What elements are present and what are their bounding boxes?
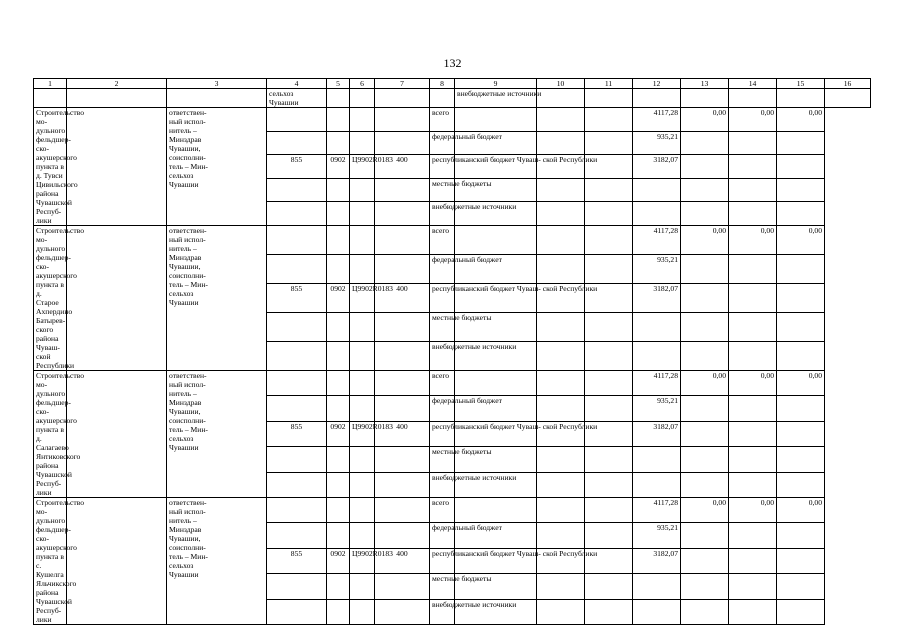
table-cell — [350, 89, 375, 108]
column-header: 3 — [167, 79, 267, 89]
amount-cell — [681, 548, 729, 573]
rzpr-code-cell: 0902 — [327, 548, 350, 573]
amount-cell — [777, 178, 825, 202]
table-row — [34, 498, 871, 523]
vr-code-cell: 400 — [375, 548, 430, 573]
continuation-row — [34, 89, 871, 108]
amount-cell: 4117,28 — [633, 371, 681, 396]
amount-cell — [729, 178, 777, 202]
amount-cell: 0,00 — [681, 498, 729, 523]
vr-code-cell — [375, 342, 430, 371]
rzpr-code-cell — [327, 131, 350, 155]
column-header: 1 — [34, 79, 67, 89]
grbs-code-cell — [267, 131, 327, 155]
header-row — [34, 79, 871, 89]
amount-cell: 0,00 — [777, 498, 825, 523]
table-cell — [585, 472, 633, 497]
table-cell — [537, 447, 585, 472]
grbs-code-cell — [267, 447, 327, 472]
rzpr-code-cell: 0902 — [327, 155, 350, 179]
grbs-code-cell — [267, 313, 327, 342]
rzpr-code-cell — [327, 202, 350, 226]
csr-code-cell — [350, 396, 375, 421]
table-cell — [585, 498, 633, 523]
responsible-cell: ответствен- ный испол- нитель – Минздрав Чувашии, соисполни- тель – Мин- сельхоз Чувашии — [167, 108, 267, 226]
table-cell — [537, 313, 585, 342]
amount-cell: 935,21 — [633, 255, 681, 284]
rzpr-code-cell: 0902 — [327, 284, 350, 313]
rzpr-code-cell — [327, 371, 350, 396]
amount-cell — [633, 574, 681, 599]
source-cell: республиканский бюджет Чуваш- ской Республики — [430, 421, 455, 446]
vr-code-cell — [375, 131, 430, 155]
amount-cell — [681, 342, 729, 371]
table-row — [34, 108, 871, 132]
source-cell: местные бюджеты — [430, 574, 455, 599]
rzpr-code-cell — [327, 574, 350, 599]
grbs-code-cell — [267, 255, 327, 284]
rzpr-code-cell — [327, 523, 350, 548]
amount-cell — [777, 472, 825, 497]
csr-code-cell: Ц9902R0183 — [350, 421, 375, 446]
table-cell — [375, 89, 430, 108]
rzpr-code-cell — [327, 226, 350, 255]
source-cell: федеральный бюджет — [430, 396, 455, 421]
csr-code-cell: Ц9902R0183 — [350, 548, 375, 573]
table-cell — [537, 202, 585, 226]
column-header: 16 — [825, 79, 871, 89]
measure-name-cell: Строительство мо- дульного фельдшер- ско-акушерского пункта в д. Тувси Цивильского района Чувашской Респуб- лики — [34, 108, 67, 226]
amount-cell — [729, 202, 777, 226]
budget-table — [33, 78, 871, 625]
table-cell — [537, 523, 585, 548]
source-cell: всего — [430, 371, 455, 396]
amount-cell — [729, 131, 777, 155]
amount-cell — [681, 421, 729, 446]
table-cell — [585, 131, 633, 155]
grbs-code-cell — [267, 498, 327, 523]
table-cell — [455, 108, 537, 132]
csr-code-cell — [350, 108, 375, 132]
column-header: 2 — [67, 79, 167, 89]
table-cell — [585, 371, 633, 396]
source-cell: внебюджетные источники — [430, 202, 455, 226]
responsible-cell: ответствен- ный испол- нитель – Минздрав Чувашии, соисполни- тель – Мин- сельхоз Чувашии — [167, 498, 267, 625]
column-header: 4 — [267, 79, 327, 89]
amount-cell: 935,21 — [633, 396, 681, 421]
amount-cell — [777, 155, 825, 179]
table-cell — [585, 226, 633, 255]
csr-code-cell — [350, 574, 375, 599]
source-cell: всего — [430, 108, 455, 132]
amount-cell: 0,00 — [729, 108, 777, 132]
source-cell: местные бюджеты — [430, 313, 455, 342]
table-cell — [537, 108, 585, 132]
source-cell: федеральный бюджет — [430, 255, 455, 284]
column-header: 10 — [537, 79, 585, 89]
table-cell — [585, 599, 633, 624]
grbs-code-cell — [267, 472, 327, 497]
rzpr-code-cell — [327, 313, 350, 342]
table-cell — [537, 574, 585, 599]
amount-cell — [681, 523, 729, 548]
vr-code-cell — [375, 313, 430, 342]
csr-code-cell — [350, 472, 375, 497]
amount-cell — [681, 599, 729, 624]
amount-cell: 0,00 — [777, 108, 825, 132]
amount-cell — [729, 599, 777, 624]
table-cell — [537, 599, 585, 624]
amount-cell — [681, 313, 729, 342]
amount-cell: 0,00 — [681, 108, 729, 132]
rzpr-code-cell — [327, 472, 350, 497]
grbs-code-cell: 855 — [267, 548, 327, 573]
amount-cell — [777, 599, 825, 624]
source-cell: местные бюджеты — [430, 447, 455, 472]
amount-cell: 0,00 — [729, 498, 777, 523]
amount-cell — [633, 202, 681, 226]
amount-cell — [729, 574, 777, 599]
source-cell: всего — [430, 226, 455, 255]
csr-code-cell — [350, 178, 375, 202]
amount-cell — [681, 178, 729, 202]
vr-code-cell — [375, 447, 430, 472]
amount-cell — [681, 284, 729, 313]
amount-cell — [681, 202, 729, 226]
table-cell — [537, 342, 585, 371]
responsible-cell: ответствен- ный испол- нитель – Минздрав Чувашии, соисполни- тель – Мин- сельхоз Чувашии — [167, 371, 267, 498]
amount-cell: 0,00 — [729, 226, 777, 255]
vr-code-cell — [375, 498, 430, 523]
column-header: 13 — [681, 79, 729, 89]
amount-cell: 0,00 — [777, 371, 825, 396]
table-cell — [537, 89, 585, 108]
rzpr-code-cell: 0902 — [327, 421, 350, 446]
amount-cell — [777, 396, 825, 421]
amount-cell — [729, 284, 777, 313]
table-cell — [67, 371, 167, 498]
column-header: 7 — [375, 79, 430, 89]
column-header: 11 — [585, 79, 633, 89]
amount-cell: 3182,07 — [633, 155, 681, 179]
table-cell — [327, 89, 350, 108]
amount-cell: 3182,07 — [633, 284, 681, 313]
amount-cell: 3182,07 — [633, 421, 681, 446]
table-cell — [537, 472, 585, 497]
table-cell — [430, 89, 455, 108]
table-cell — [67, 226, 167, 371]
table-cell — [585, 178, 633, 202]
amount-cell: 935,21 — [633, 523, 681, 548]
amount-cell — [729, 548, 777, 573]
vr-code-cell — [375, 202, 430, 226]
amount-cell — [681, 155, 729, 179]
table-cell — [537, 178, 585, 202]
column-header: 5 — [327, 79, 350, 89]
source-cell: федеральный бюджет — [430, 523, 455, 548]
source-cell: внебюджетные источники — [430, 342, 455, 371]
column-header: 9 — [455, 79, 537, 89]
csr-code-cell — [350, 202, 375, 226]
grbs-code-cell — [267, 371, 327, 396]
grbs-code-cell — [267, 342, 327, 371]
rzpr-code-cell — [327, 255, 350, 284]
rzpr-code-cell — [327, 178, 350, 202]
amount-cell: 0,00 — [777, 226, 825, 255]
amount-cell — [633, 447, 681, 472]
vr-code-cell — [375, 599, 430, 624]
amount-cell — [777, 313, 825, 342]
csr-code-cell — [350, 313, 375, 342]
amount-cell — [777, 255, 825, 284]
page-number: 132 — [443, 56, 462, 70]
amount-cell — [729, 342, 777, 371]
amount-cell — [777, 131, 825, 155]
source-cell: внебюджетные источники — [430, 472, 455, 497]
amount-cell — [633, 472, 681, 497]
grbs-code-cell: 855 — [267, 421, 327, 446]
table-cell — [585, 523, 633, 548]
rzpr-code-cell — [327, 108, 350, 132]
amount-cell — [777, 421, 825, 446]
table-cell — [455, 498, 537, 523]
amount-cell — [681, 574, 729, 599]
grbs-code-cell: 855 — [267, 155, 327, 179]
amount-cell: 3182,07 — [633, 548, 681, 573]
vr-code-cell — [375, 574, 430, 599]
table-cell — [729, 89, 777, 108]
table-cell — [585, 447, 633, 472]
amount-cell — [729, 396, 777, 421]
source-cell: республиканский бюджет Чуваш- ской Республики — [430, 548, 455, 573]
measure-name-cell: Строительство мо- дульного фельдшер- ско-акушерского пункта в д. Старое Ахпердино Батырев- ского района Чуваш- ской Республики — [34, 226, 67, 371]
amount-cell — [729, 155, 777, 179]
responsible-cell: ответствен- ный испол- нитель – Минздрав Чувашии, соисполни- тель – Мин- сельхоз Чувашии — [167, 226, 267, 371]
table-cell — [585, 574, 633, 599]
amount-cell — [729, 255, 777, 284]
amount-cell — [681, 255, 729, 284]
amount-cell: 4117,28 — [633, 226, 681, 255]
amount-cell — [681, 472, 729, 497]
amount-cell: 935,21 — [633, 131, 681, 155]
amount-cell — [729, 523, 777, 548]
vr-code-cell — [375, 396, 430, 421]
amount-cell — [633, 342, 681, 371]
table-cell — [537, 131, 585, 155]
table-cell — [825, 89, 871, 108]
source-cell: всего — [430, 498, 455, 523]
source-cell: федеральный бюджет — [430, 131, 455, 155]
grbs-code-cell — [267, 396, 327, 421]
csr-code-cell — [350, 255, 375, 284]
amount-cell: 0,00 — [681, 226, 729, 255]
csr-code-cell — [350, 599, 375, 624]
vr-code-cell — [375, 371, 430, 396]
amount-cell — [681, 131, 729, 155]
column-header: 15 — [777, 79, 825, 89]
table-cell — [585, 202, 633, 226]
grbs-code-cell — [267, 178, 327, 202]
csr-code-cell — [350, 371, 375, 396]
csr-code-cell — [350, 131, 375, 155]
table-cell — [585, 89, 633, 108]
vr-code-cell — [375, 523, 430, 548]
table-cell — [585, 342, 633, 371]
table-cell — [537, 396, 585, 421]
vr-code-cell: 400 — [375, 421, 430, 446]
column-header: 14 — [729, 79, 777, 89]
grbs-code-cell — [267, 599, 327, 624]
table-cell — [67, 498, 167, 625]
grbs-code-cell — [267, 574, 327, 599]
amount-cell — [729, 447, 777, 472]
rzpr-code-cell — [327, 599, 350, 624]
column-header: 12 — [633, 79, 681, 89]
vr-code-cell: 400 — [375, 284, 430, 313]
table-cell — [537, 255, 585, 284]
grbs-code-cell — [267, 226, 327, 255]
amount-cell — [633, 599, 681, 624]
measure-name-cell: Строительство мо- дульного фельдшер- ско-акушерского пункта в д. Салагаево Янтиковского района Чувашской Респуб- лики — [34, 371, 67, 498]
vr-code-cell — [375, 108, 430, 132]
table-row — [34, 226, 871, 255]
amount-cell — [777, 523, 825, 548]
grbs-code-cell — [267, 108, 327, 132]
csr-code-cell — [350, 342, 375, 371]
amount-cell — [633, 313, 681, 342]
vr-code-cell — [375, 226, 430, 255]
table-cell — [537, 371, 585, 396]
table-cell — [585, 396, 633, 421]
source-cell: республиканский бюджет Чуваш- ской Республики — [430, 284, 455, 313]
table-cell — [585, 108, 633, 132]
amount-cell — [681, 396, 729, 421]
source-cell: местные бюджеты — [430, 178, 455, 202]
csr-code-cell: Ц9902R0183 — [350, 284, 375, 313]
source-cell: внебюджетные источники — [430, 599, 455, 624]
csr-code-cell: Ц9902R0183 — [350, 155, 375, 179]
rzpr-code-cell — [327, 498, 350, 523]
table-cell — [455, 371, 537, 396]
amount-cell — [777, 342, 825, 371]
column-header: 6 — [350, 79, 375, 89]
table-cell — [455, 226, 537, 255]
grbs-code-cell — [267, 202, 327, 226]
table-cell — [67, 108, 167, 226]
table-cell — [585, 255, 633, 284]
rzpr-code-cell — [327, 396, 350, 421]
table-cell — [777, 89, 825, 108]
amount-cell — [777, 548, 825, 573]
responsible-cell: сельхоз Чувашии — [267, 89, 327, 108]
amount-cell — [777, 202, 825, 226]
grbs-code-cell: 855 — [267, 284, 327, 313]
rzpr-code-cell — [327, 342, 350, 371]
table-cell — [67, 89, 167, 108]
rzpr-code-cell — [327, 447, 350, 472]
vr-code-cell: 400 — [375, 155, 430, 179]
csr-code-cell — [350, 498, 375, 523]
amount-cell — [681, 447, 729, 472]
csr-code-cell — [350, 226, 375, 255]
csr-code-cell — [350, 523, 375, 548]
amount-cell — [777, 284, 825, 313]
amount-cell — [777, 574, 825, 599]
vr-code-cell — [375, 178, 430, 202]
grbs-code-cell — [267, 523, 327, 548]
table-cell — [585, 313, 633, 342]
amount-cell — [729, 313, 777, 342]
table-row — [34, 371, 871, 396]
table-cell — [537, 498, 585, 523]
amount-cell — [729, 472, 777, 497]
amount-cell: 0,00 — [729, 371, 777, 396]
amount-cell — [729, 421, 777, 446]
measure-name-cell: Строительство мо- дульного фельдшер- ско-акушерского пункта в с. Кушелга Яльчикского района Чувашской Респуб- лики — [34, 498, 67, 625]
csr-code-cell — [350, 447, 375, 472]
amount-cell: 0,00 — [681, 371, 729, 396]
column-header: 8 — [430, 79, 455, 89]
amount-cell: 4117,28 — [633, 498, 681, 523]
amount-cell: 4117,28 — [633, 108, 681, 132]
table-cell — [34, 89, 67, 108]
source-cell: внебюджетные источники — [455, 89, 537, 108]
table-cell — [537, 226, 585, 255]
table-cell — [633, 89, 681, 108]
amount-cell — [777, 447, 825, 472]
table-cell — [167, 89, 267, 108]
table-cell — [681, 89, 729, 108]
amount-cell — [633, 178, 681, 202]
vr-code-cell — [375, 472, 430, 497]
source-cell: республиканский бюджет Чуваш- ской Республики — [430, 155, 455, 179]
vr-code-cell — [375, 255, 430, 284]
